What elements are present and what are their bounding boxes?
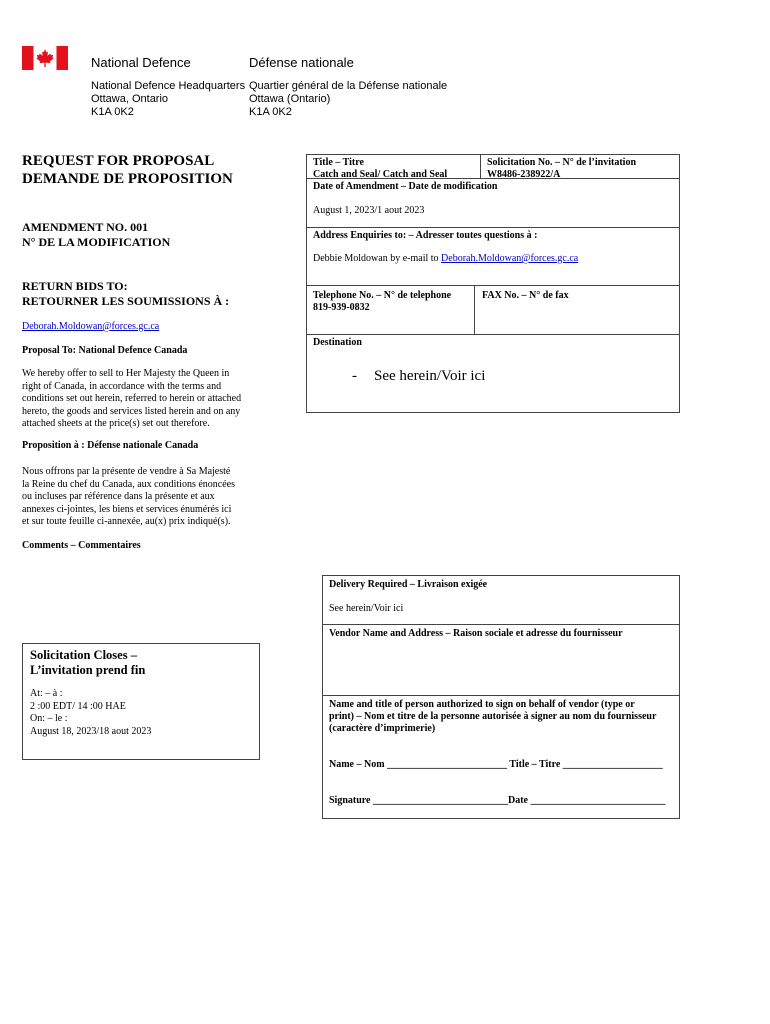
amendment-en: AMENDMENT NO. 001: [22, 220, 149, 234]
doc-title-en: REQUEST FOR PROPOSAL: [22, 153, 215, 169]
authorized-person-label-line: (caractère d’imprimerie): [329, 723, 436, 734]
enquiries-label: Address Enquiries to: – Adresser toutes questions à :: [313, 230, 538, 241]
authorized-person-label: [329, 699, 656, 735]
address-fr-line: K1A 0K2: [249, 106, 292, 118]
address-en: [91, 80, 245, 119]
address-fr-line: Ottawa (Ontario): [249, 93, 331, 105]
offer-fr-line: Nous offrons par la présente de vendre à Sa Majesté: [22, 466, 231, 477]
destination-value: See herein/Voir ici: [374, 368, 486, 384]
title-label: Title – Titre: [313, 157, 364, 168]
closes-date: August 18, 2023/18 aout 2023: [30, 725, 152, 737]
divider: [306, 334, 680, 335]
amendment-date-label: Date of Amendment – Date de modification: [313, 181, 498, 192]
enquiries-email-link[interactable]: Deborah.Moldowan@forces.gc.ca: [441, 253, 579, 264]
telephone-value: 819-939-0832: [313, 302, 370, 313]
fax-label: FAX No. – N° de fax: [482, 290, 569, 301]
vendor-name-address-label: Vendor Name and Address – Raison sociale et adresse du fournisseur: [329, 628, 623, 639]
offer-fr-line: la Reine du chef du Canada, aux conditions énoncées: [22, 478, 235, 490]
offer-en-line: right of Canada, in accordance with the terms and: [22, 380, 222, 392]
solicitation-number-label: Solicitation No. – N° de l’invitation: [487, 157, 637, 168]
dept-name-fr: Défense nationale: [249, 55, 354, 70]
offer-en-line: We hereby offer to sell to Her Majesty the Queen in: [22, 368, 230, 379]
solicitation-closes-box: [22, 643, 260, 760]
offer-en-line: hereto, the goods and services listed herein and on any: [22, 405, 241, 417]
closes-title-fr: L’invitation prend fin: [30, 663, 146, 677]
return-bids: [22, 279, 229, 309]
delivery-label: Delivery Required – Livraison exigée: [329, 579, 488, 590]
offer-fr-line: et sur toute feuille ci-annexée, au(x) prix indiqué(s).: [22, 516, 231, 527]
amendment-date-value: August 1, 2023/1 aout 2023: [313, 205, 425, 216]
solicitation-number-field: [487, 157, 636, 181]
divider: [322, 624, 680, 625]
offer-text-en: [22, 368, 241, 431]
divider: [474, 285, 475, 334]
doc-title: [22, 152, 233, 188]
closes-at-label: At: – à :: [30, 688, 63, 699]
address-fr-line: Quartier général de la Défense nationale: [249, 80, 448, 92]
telephone-label: Telephone No. – N° de telephone: [313, 290, 452, 301]
destination-dash: -: [352, 368, 357, 384]
destination-label: Destination: [313, 337, 362, 348]
proposal-to-fr: Proposition à : Défense nationale Canada: [22, 440, 199, 451]
offer-fr-line: ou incluses par référence dans la présente et aux: [22, 491, 215, 502]
return-bids-fr: RETOURNER LES SOUMISSIONS À :: [22, 294, 230, 308]
authorized-person-label-line: print) – Nom et titre de la personne autorisée à signer au nom du fournisseur: [329, 711, 657, 722]
comments-label: Comments – Commentaires: [22, 540, 141, 551]
address-en-line: National Defence Headquarters: [91, 80, 246, 92]
offer-en-line: conditions set out herein, referred to herein or attached: [22, 393, 242, 404]
offer-en-line: attached sheets at the price(s) set out therefore.: [22, 418, 210, 429]
divider: [322, 695, 680, 696]
amendment-fr: N° DE LA MODIFICATION: [22, 235, 171, 249]
closes-on-label: On: – le :: [30, 713, 68, 724]
closes-details: [30, 688, 151, 738]
canada-flag-logo: [22, 46, 68, 70]
address-en-line: K1A 0K2: [91, 106, 134, 118]
proposal-to-en: Proposal To: National Defence Canada: [22, 345, 188, 356]
doc-title-fr: DEMANDE DE PROPOSITION: [22, 171, 233, 187]
divider: [480, 154, 481, 179]
solicitation-number-value: W8486-238922/A: [487, 169, 561, 180]
offer-text-fr: [22, 466, 235, 529]
amendment-number: [22, 220, 170, 250]
name-title-line[interactable]: Name – Nom ________________________ Title – Titre ____________________: [329, 759, 663, 770]
closes-title-en: Solicitation Closes –: [30, 648, 137, 662]
closes-time: 2 :00 EDT/ 14 :00 HAE: [30, 700, 126, 712]
enquiries-text: Debbie Moldowan by e-mail to: [313, 253, 442, 264]
return-email-link[interactable]: Deborah.Moldowan@forces.gc.ca: [22, 321, 160, 332]
address-fr: [249, 80, 447, 119]
closes-title: [30, 648, 145, 678]
enquiries-contact: [313, 253, 578, 266]
authorized-person-label-line: Name and title of person authorized to sign on behalf of vendor (type or: [329, 699, 635, 710]
title-field: [313, 157, 447, 181]
dept-name-en: National Defence: [91, 55, 191, 70]
offer-fr-line: annexes ci-jointes, les biens et services énumérés ici: [22, 503, 232, 515]
telephone-field: [313, 290, 451, 314]
title-value: Catch and Seal/ Catch and Seal: [313, 169, 448, 180]
address-en-line: Ottawa, Ontario: [91, 93, 169, 105]
return-bids-en: RETURN BIDS TO:: [22, 279, 128, 293]
signature-date-line[interactable]: Signature ___________________________Date ___________________________: [329, 795, 666, 806]
divider: [306, 227, 680, 228]
delivery-value: See herein/Voir ici: [329, 603, 404, 614]
divider: [306, 285, 680, 286]
